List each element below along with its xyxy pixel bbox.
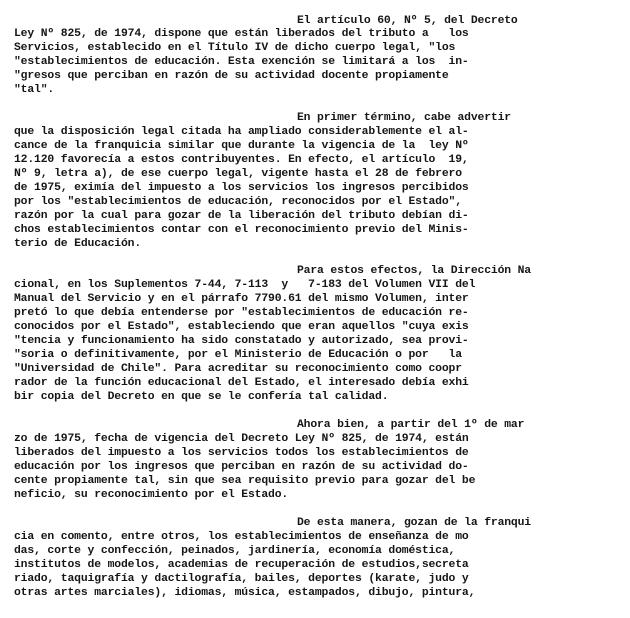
text-line: Ahora bien, a partir del 1º de mar [297, 419, 525, 431]
text-line: Manual del Servicio y en el párrafo 7790.61 del mismo Volumen, inter [14, 293, 469, 305]
text-line: De esta manera, gozan de la franqui [297, 517, 531, 529]
text-line: Servicios, establecido en el Título IV de dicho cuerpo legal, "los [14, 42, 456, 54]
text-line: otras artes marciales), idiomas, música, estampados, dibujo, pintura, [14, 587, 476, 599]
text-line: Nº 9, letra a), de ese cuerpo legal, vigente hasta el 28 de febrero [14, 168, 462, 180]
text-line: liberados del impuesto a los servicios todos los establecimientos de [14, 447, 469, 459]
text-line: En primer término, cabe advertir [297, 112, 511, 124]
text-line: riado, taquigrafía y dactilografía, bailes, deportes (karate, judo y [14, 573, 469, 585]
text-line: chos establecimientos contar con el reconocimiento previo del Minis- [14, 224, 469, 236]
text-line: "soria o definitivamente, por el Ministerio de Educación o por la [14, 349, 462, 361]
text-line: de 1975, eximía del impuesto a los servicios los ingresos percibidos [14, 182, 469, 194]
text-line: "tencia y funcionamiento ha sido constatado y autorizado, sea provi- [14, 335, 469, 347]
text-line: bir copia del Decreto en que se le confería tal calidad. [14, 391, 389, 403]
text-line: rador de la función educacional del Estado, el interesado debía exhi [14, 377, 469, 389]
text-line: cente propiamente tal, sin que sea requisito previo para gozar del be [14, 475, 476, 487]
text-line: 12.120 favorecía a estos contribuyentes. En efecto, el artículo 19, [14, 154, 469, 166]
text-line: terio de Educación. [14, 238, 142, 250]
text-line: "establecimientos de educación. Esta exención se limitará a los in- [14, 56, 469, 68]
text-line: conocidos por el Estado", estableciendo que eran aquellos "cuya exis [14, 321, 469, 333]
text-line: razón por la cual para gozar de la liberación del tributo debían di- [14, 210, 469, 222]
text-line: El artículo 60, Nº 5, del Decreto [297, 15, 518, 27]
text-line: neficio, su reconocimiento por el Estado. [14, 489, 289, 501]
text-line: zo de 1975, fecha de vigencia del Decreto Ley Nº 825, de 1974, están [14, 433, 469, 445]
text-line: institutos de modelos, academias de recuperación de estudios,secreta [14, 559, 469, 571]
text-line: Para estos efectos, la Dirección Na [297, 265, 531, 277]
text-line: por los "establecimientos de educación, reconocidos por el Estado", [14, 196, 462, 208]
text-line: das, corte y confección, peinados, jardinería, economía doméstica, [14, 545, 456, 557]
text-line: que la disposición legal citada ha ampliado considerablemente el al- [14, 126, 469, 138]
text-line: Ley Nº 825, de 1974, dispone que están liberados del tributo a los [14, 28, 469, 40]
text-line: cia en comento, entre otros, los establecimientos de enseñanza de mo [14, 531, 469, 543]
text-line: cance de la franquicia similar que durante la vigencia de la ley Nº [14, 140, 469, 152]
text-line: cional, en los Suplementos 7-44, 7-113 y 7-183 del Volumen VII del [14, 279, 476, 291]
text-line: pretó lo que debía entenderse por "establecimientos de educación re- [14, 307, 469, 319]
text-line: "gresos que perciban en razón de su actividad docente propiamente [14, 70, 449, 82]
text-line: "Universidad de Chile". Para acreditar su reconocimiento como coopr [14, 363, 462, 375]
text-line: educación por los ingresos que perciban en razón de su actividad do- [14, 461, 469, 473]
text-line: "tal". [14, 84, 55, 96]
